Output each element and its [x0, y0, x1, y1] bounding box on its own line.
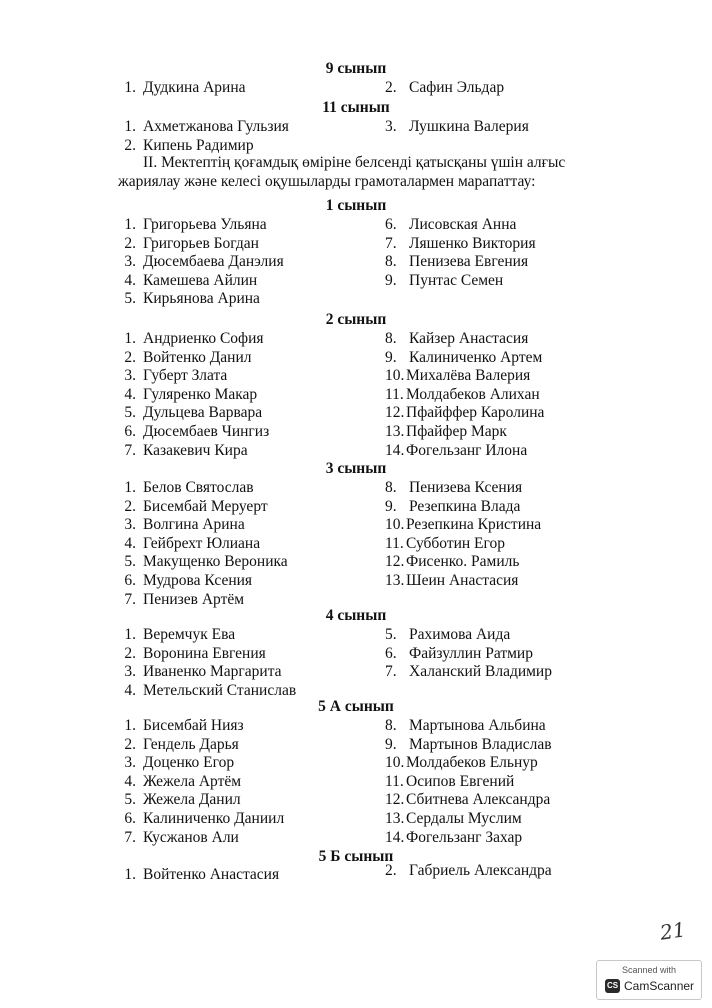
class-heading: 3 сынып [325, 460, 387, 477]
student-name: Пенизева Ксения [409, 479, 523, 496]
paragraph-line-1: II. Мектептің қоғамдық өміріне белсенді қатысқаны үшін алғыс [143, 154, 566, 171]
student-name: Шеин Анастасия [406, 572, 519, 589]
list-item-number: 3. [385, 118, 397, 135]
student-name: Фогельзанг Илона [406, 441, 528, 459]
list-item-number: 1. [124, 79, 136, 96]
list-item-number: 8. [385, 253, 397, 271]
list-item-number: 2. [124, 136, 136, 154]
student-name: Пфайфер Марк [406, 423, 507, 440]
list-item-number: 1. [124, 118, 136, 135]
list-item-number: 5. [124, 553, 136, 571]
student-name: Войтенко Анастасия [143, 866, 280, 883]
student-name: Кирьянова Арина [143, 290, 260, 308]
paragraph-line-2: жариялау және келесі оқушыларды грамоталармен марапаттау: [118, 173, 536, 190]
student-name: Гендель Дарья [143, 735, 239, 753]
student-name: Пунтас Семен [409, 271, 504, 289]
student-name: Метельский Станислав [143, 681, 297, 699]
list-item-number: 2. [124, 497, 136, 515]
student-name: Калиниченко Артем [409, 348, 543, 366]
student-name: Волгина Арина [143, 516, 245, 534]
list-item-number: 12. [385, 553, 405, 571]
camscanner-logo-icon: CS [605, 979, 620, 993]
list-item-number: 9. [385, 348, 397, 366]
list-item-number: 12. [385, 404, 405, 422]
student-name: Сафин Эльдар [409, 79, 505, 96]
student-name: Файзуллин Ратмир [409, 644, 533, 662]
list-item-number: 6. [385, 216, 397, 233]
list-item-number: 6. [385, 644, 397, 662]
student-name: Жежела Данил [143, 791, 241, 809]
student-name: Калиниченко Даниил [143, 810, 285, 827]
list-item-number: 1. [124, 717, 136, 734]
list-item-number: 9. [385, 735, 397, 753]
student-name: Жежела Артём [143, 772, 242, 790]
list-item-number: 1. [124, 479, 136, 496]
student-name: Казакевич Кира [143, 441, 248, 459]
student-name: Резепкина Влада [409, 497, 521, 515]
student-name: Мудрова Ксения [143, 572, 253, 589]
list-item-number: 2. [124, 348, 136, 366]
list-item-number: 5. [385, 626, 397, 643]
list-item-number: 2. [385, 79, 397, 96]
list-item-number: 5. [124, 791, 136, 809]
list-item-number: 6. [124, 423, 136, 440]
class-heading: 2 сынып [325, 311, 387, 328]
list-item-number: 14. [385, 828, 405, 846]
list-item-number: 2. [124, 644, 136, 662]
watermark-caption: Scanned with [621, 965, 677, 975]
list-item-number: 14. [385, 441, 405, 459]
student-name: Фогельзанг Захар [406, 828, 523, 846]
class-heading: 9 сынып [325, 60, 387, 77]
list-item-number: 7. [124, 828, 136, 846]
class-heading: 5 А сынып [318, 698, 394, 715]
list-item-number: 3. [124, 367, 136, 385]
student-name: Рахимова Аида [409, 626, 511, 643]
list-item-number: 1. [124, 866, 136, 883]
list-item-number: 6. [124, 572, 136, 589]
list-item-number: 7. [385, 663, 397, 681]
list-item-number: 3. [124, 253, 136, 271]
student-name: Дульцева Варвара [143, 404, 263, 422]
student-name: Ахметжанова Гульзия [143, 118, 289, 135]
student-name: Дюсембаев Чингиз [143, 423, 270, 440]
list-item-number: 8. [385, 717, 397, 734]
student-name: Кусжанов Али [143, 828, 239, 846]
list-item-number: 9. [385, 271, 397, 289]
student-name: Макущенко Вероника [143, 553, 288, 571]
student-name: Иваненко Маргарита [143, 663, 282, 681]
list-item-number: 1. [124, 216, 136, 233]
list-item-number: 4. [124, 772, 136, 790]
list-item-number: 9. [385, 497, 397, 515]
list-item-number: 2. [385, 862, 397, 879]
list-item-number: 4. [124, 385, 136, 403]
student-name: Бисембай Меруерт [143, 497, 268, 515]
student-name: Лисовская Анна [409, 216, 517, 233]
list-item-number: 1. [124, 626, 136, 643]
student-name: Лушкина Валерия [409, 118, 529, 135]
list-item-number: 5. [124, 290, 136, 308]
camscanner-watermark [596, 960, 702, 1000]
student-name: Осипов Евгений [406, 772, 515, 790]
student-name: Мартынов Владислав [409, 735, 552, 753]
student-name: Пенизева Евгения [409, 253, 529, 271]
list-item-number: 6. [124, 810, 136, 827]
list-item-number: 10. [385, 516, 405, 534]
list-item-number: 8. [385, 330, 397, 347]
student-name: Гуляренко Макар [143, 385, 258, 403]
list-item-number: 13. [385, 423, 405, 440]
student-name: Резепкина Кристина [406, 516, 542, 534]
list-item-number: 12. [385, 791, 405, 809]
list-item-number: 7. [124, 590, 136, 608]
student-name: Мартынова Альбина [409, 717, 546, 734]
student-name: Пфайффер Каролина [406, 404, 545, 422]
list-item-number: 13. [385, 810, 405, 827]
student-name: Воронина Евгения [143, 644, 266, 662]
student-name: Гейбрехт Юлиана [143, 534, 261, 552]
student-name: Бисембай Нияз [143, 717, 244, 734]
list-item-number: 1. [124, 330, 136, 347]
list-item-number: 10. [385, 754, 405, 772]
list-item-number: 3. [124, 516, 136, 534]
list-item-number: 11. [385, 385, 404, 403]
list-item-number: 2. [124, 735, 136, 753]
class-heading: 11 сынып [322, 99, 390, 116]
list-item-number: 2. [124, 234, 136, 252]
student-name: Андриенко София [143, 330, 264, 347]
student-name: Сердалы Муслим [406, 810, 522, 827]
list-item-number: 4. [124, 681, 136, 699]
student-name: Доценко Егор [143, 754, 235, 772]
list-item-number: 4. [124, 271, 136, 289]
student-name: Молдабеков Алихан [406, 385, 540, 403]
student-name: Халанский Владимир [409, 663, 552, 681]
student-name: Кипень Радимир [143, 136, 254, 154]
watermark-brand: CamScanner [624, 979, 695, 993]
list-item-number: 7. [124, 441, 136, 459]
list-item-number: 3. [124, 754, 136, 772]
class-heading: 5 Б сынып [318, 848, 394, 865]
student-name: Веремчук Ева [143, 626, 236, 643]
list-item-number: 5. [124, 404, 136, 422]
student-name: Дудкина Арина [143, 79, 246, 96]
student-name: Кайзер Анастасия [409, 330, 529, 347]
student-name: Губерт Злата [143, 367, 228, 385]
list-item-number: 11. [385, 772, 404, 790]
class-heading: 1 сынып [325, 197, 387, 214]
student-name: Фисенко. Рамиль [406, 553, 520, 571]
student-name: Белов Святослав [143, 479, 254, 496]
student-name: Камешева Айлин [143, 271, 258, 289]
student-name: Габриель Александра [409, 862, 552, 879]
list-item-number: 11. [385, 534, 404, 552]
list-item-number: 3. [124, 663, 136, 681]
page-number: 21 [658, 917, 687, 945]
student-name: Михалёва Валерия [406, 367, 531, 385]
student-name: Дюсембаева Данэлия [143, 253, 284, 271]
student-name: Субботин Егор [406, 534, 505, 552]
student-name: Григорьев Богдан [143, 234, 259, 252]
student-name: Пенизев Артём [143, 590, 245, 608]
student-name: Войтенко Данил [143, 348, 252, 366]
class-heading: 4 сынып [325, 607, 387, 624]
list-item-number: 7. [385, 234, 397, 252]
list-item-number: 8. [385, 479, 397, 496]
student-name: Молдабеков Ельнур [406, 754, 538, 772]
student-name: Ляшенко Виктория [409, 234, 536, 252]
list-item-number: 10. [385, 367, 405, 385]
student-name: Григорьева Ульяна [143, 216, 267, 233]
list-item-number: 4. [124, 534, 136, 552]
student-name: Сбитнева Александра [406, 791, 551, 809]
list-item-number: 13. [385, 572, 405, 589]
